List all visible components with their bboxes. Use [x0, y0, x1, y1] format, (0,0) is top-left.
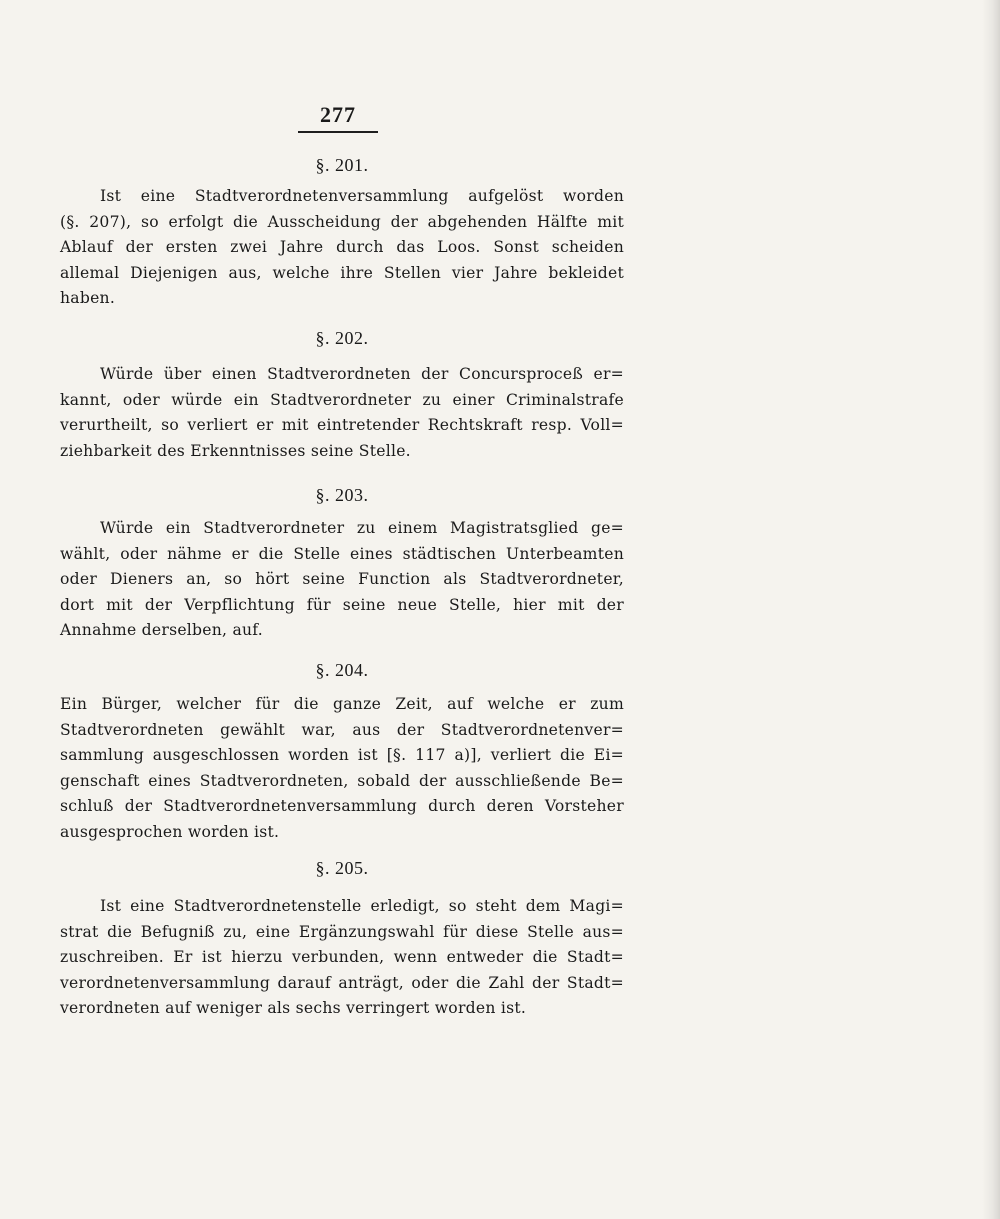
text-line: schluß der Stadtverordnetenversammlung durch deren Vorsteher: [60, 797, 624, 816]
text-line: Ist eine Stadtverordnetenversammlung aufgelöst worden: [100, 187, 624, 205]
page-edge-shadow: [982, 0, 1000, 1219]
text-line: verordnetenversammlung darauf anträgt, oder die Zahl der Stadt=: [60, 973, 624, 992]
text-line: genschaft eines Stadtverordneten, sobald der ausschließende Be=: [60, 771, 624, 790]
text-line: wählt, oder nähme er die Stelle eines städtischen Unterbeamten: [60, 544, 624, 563]
text-line: Ablauf der ersten zwei Jahre durch das Loos. Sonst scheiden: [60, 238, 624, 257]
section-paragraph-202: [60, 362, 624, 464]
section-heading-201: §. 201.: [315, 155, 369, 175]
text-line: haben.: [60, 289, 116, 308]
text-line: Ein Bürger, welcher für die ganze Zeit, auf welche er zum: [60, 695, 624, 713]
section-heading-204: §. 204.: [315, 660, 369, 680]
text-line: Annahme derselben, auf.: [60, 621, 263, 640]
text-line: Stadtverordneten gewählt war, aus der Stadtverordnetenver=: [60, 720, 624, 739]
text-line: Ist eine Stadtverordnetenstelle erledigt, so steht dem Magi=: [100, 897, 624, 915]
page-number: 277: [320, 102, 356, 127]
section-paragraph-204: [60, 692, 624, 846]
section-paragraph-205: [60, 894, 624, 1022]
section-heading-205: §. 205.: [315, 858, 369, 878]
section-heading-202: §. 202.: [315, 328, 369, 348]
text-line: zuschreiben. Er ist hierzu verbunden, wenn entweder die Stadt=: [60, 948, 624, 967]
text-line: sammlung ausgeschlossen worden ist [§. 117 a)], verliert die Ei=: [60, 746, 624, 765]
text-line: kannt, oder würde ein Stadtverordneter zu einer Criminalstrafe: [60, 390, 624, 409]
text-line: strat die Befugniß zu, eine Ergänzungswahl für diese Stelle aus=: [60, 922, 624, 941]
header-rule: [298, 131, 378, 133]
text-line: Würde ein Stadtverordneter zu einem Magistratsglied ge=: [100, 519, 624, 537]
section-paragraph-201: [60, 184, 624, 312]
text-line: ausgesprochen worden ist.: [60, 822, 280, 841]
text-line: allemal Diejenigen aus, welche ihre Stellen vier Jahre bekleidet: [60, 263, 624, 282]
text-line: oder Dieners an, so hört seine Function als Stadtverordneter,: [60, 570, 624, 589]
text-line: Würde über einen Stadtverordneten der Concursproceß er=: [100, 365, 624, 383]
text-line: dort mit der Verpflichtung für seine neue Stelle, hier mit der: [60, 595, 624, 614]
text-line: (§. 207), so erfolgt die Ausscheidung der abgehenden Hälfte mit: [60, 212, 624, 231]
section-heading-203: §. 203.: [315, 485, 369, 505]
section-paragraph-203: [60, 516, 624, 644]
text-line: ziehbarkeit des Erkenntnisses seine Stelle.: [60, 441, 411, 460]
text-line: verurtheilt, so verliert er mit eintretender Rechtskraft resp. Voll=: [60, 416, 624, 435]
text-line: verordneten auf weniger als sechs verringert worden ist.: [60, 999, 527, 1018]
